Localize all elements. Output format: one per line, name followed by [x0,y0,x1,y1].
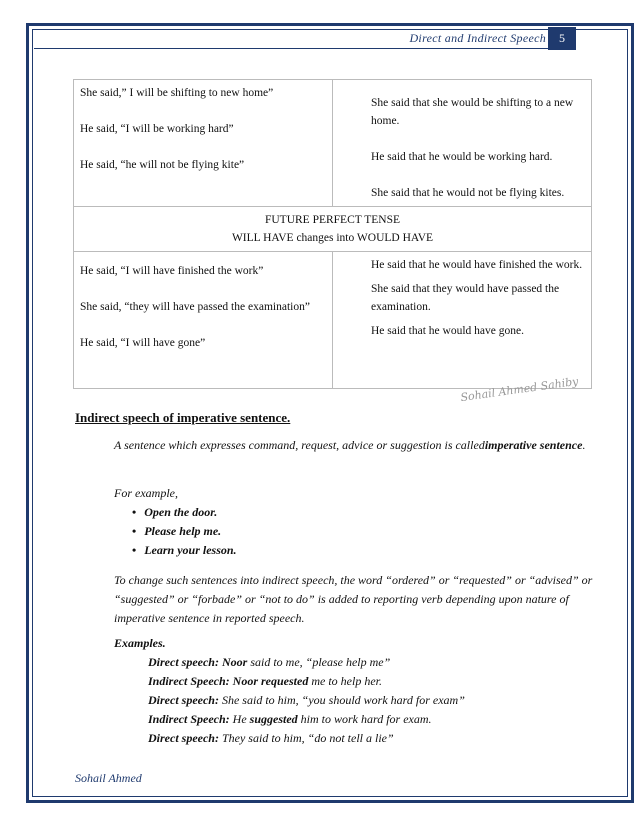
examples-block [114,634,602,748]
example-label: Direct speech: Noor [148,655,248,669]
direct-sentence: She said, “they will have passed the examination” [80,301,310,313]
definition-end: . [582,438,586,452]
direct-sentence: He said, “I will have gone” [80,337,206,349]
table-cell-direct [74,252,333,389]
section-title: Indirect speech of imperative sentence. [75,410,291,425]
example-text: He [229,712,250,726]
list-item: • Learn your lesson. [146,541,602,560]
direct-sentence: He said, “I will be working hard” [80,123,234,135]
list-item: • Open the door. [146,503,602,522]
list-item: • Please help me. [146,522,602,541]
tense-heading-cell [74,207,592,252]
footer-author: Sohail Ahmed [75,771,142,785]
tense-rule: WILL HAVE changes into WOULD HAVE [231,232,434,244]
table-row [74,80,592,207]
example-label: Indirect Speech: Noor requested [148,674,309,688]
direct-sentence: She said,” I will be shifting to new home” [80,87,274,99]
table-cell-indirect [333,80,592,207]
example-line [114,672,602,691]
examples-title: Examples. [114,636,166,650]
direct-sentence: He said, “I will have finished the work” [80,265,264,277]
example-verb: suggested [249,712,298,726]
indirect-sentence: She said that she would be shifting to a new home. [371,97,574,127]
signature: Sohail Ahmed Sahiby [459,374,580,405]
indirect-sentence: She said that he would not be flying kites. [371,187,565,199]
table-row [74,252,592,389]
example-line [114,653,602,672]
table-cell-indirect [333,252,592,389]
example-line [114,729,602,748]
table-cell-direct [74,80,333,207]
example-line [114,710,602,729]
example-text: said to me, “please help me” [247,655,391,669]
conversion-table [73,79,592,389]
example-list [114,503,602,560]
header-title: Direct and Indirect Speech [409,31,546,45]
table-row [74,207,592,252]
indirect-sentence: He said that he would have gone. [371,325,524,337]
tense-heading: FUTURE PERFECT TENSE [264,214,401,226]
indirect-sentence: She said that they would have passed the examination. [371,283,560,313]
header-rule [34,48,570,49]
example-label: Direct speech: [148,731,219,745]
page-number: 5 [548,27,576,50]
example-text: me to help her. [308,674,382,688]
for-example-label: For example, [114,486,178,500]
definition [114,436,602,455]
definition-term: imperative sentence [484,438,583,452]
example-text: She said to him, “you should work hard for exam” [218,693,465,707]
example-label: Indirect Speech: [148,712,230,726]
example-text: him to work hard for exam. [297,712,432,726]
example-label: Direct speech: [148,693,219,707]
example-line [114,691,602,710]
indirect-sentence: He said that he would be working hard. [371,151,553,163]
change-rule-text: To change such sentences into indirect speech, the word “ordered” or “requested” or “advised” or “suggested” or “forbade” or “not to do” is added to reporting verb depending upon nature of imperative sentence in reported speech. [114,573,593,625]
indirect-sentence: He said that he would have finished the work. [371,259,583,271]
definition-text: A sentence which expresses command, request, advice or suggestion is called [114,438,485,452]
example-text: They said to him, “do not tell a lie” [218,731,394,745]
example-block [114,484,602,560]
direct-sentence: He said, “he will not be flying kite” [80,159,245,171]
